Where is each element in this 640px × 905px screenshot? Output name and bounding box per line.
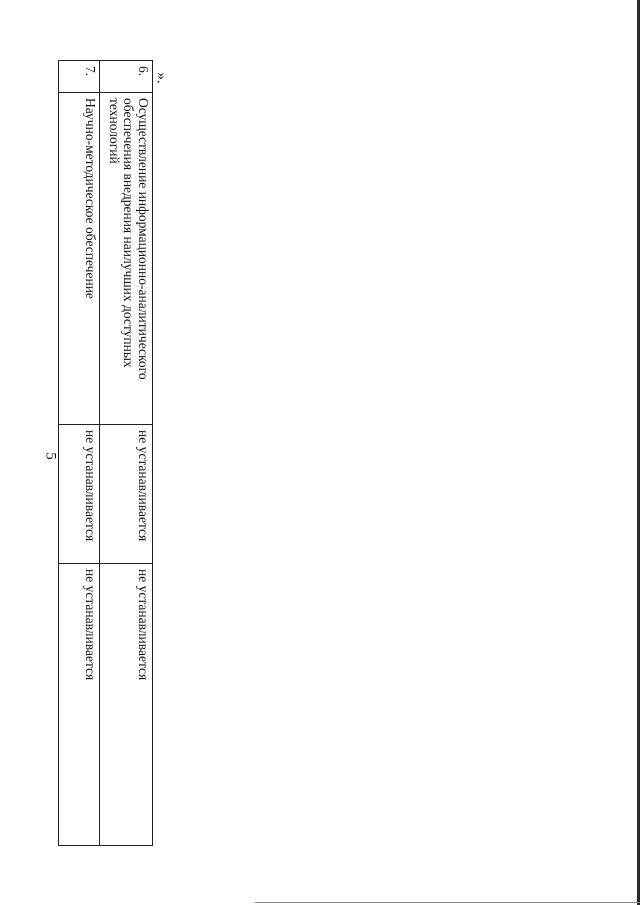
table-row	[59, 61, 100, 846]
closing-quote-mark: ».	[153, 72, 170, 84]
measures-table	[58, 60, 153, 846]
measure-name-cell: Научно-методическое обеспечение	[59, 93, 100, 425]
value-cell-2: не устанавливается	[59, 564, 100, 846]
page-number: 5	[42, 452, 59, 460]
table-row	[100, 61, 153, 846]
table-container	[61, 60, 153, 845]
value-cell-2: не устанавливается	[100, 564, 153, 846]
row-number-cell: 7.	[59, 61, 100, 93]
value-cell-1: не устанавливается	[100, 425, 153, 564]
row-number-cell: 6.	[100, 61, 153, 93]
value-cell-1: не устанавливается	[59, 425, 100, 564]
measure-name-cell: Осуществление информационно-аналитического обеспечения внедрения наилучших доступных технологий	[100, 93, 153, 425]
scan-bottom-line	[255, 902, 640, 903]
